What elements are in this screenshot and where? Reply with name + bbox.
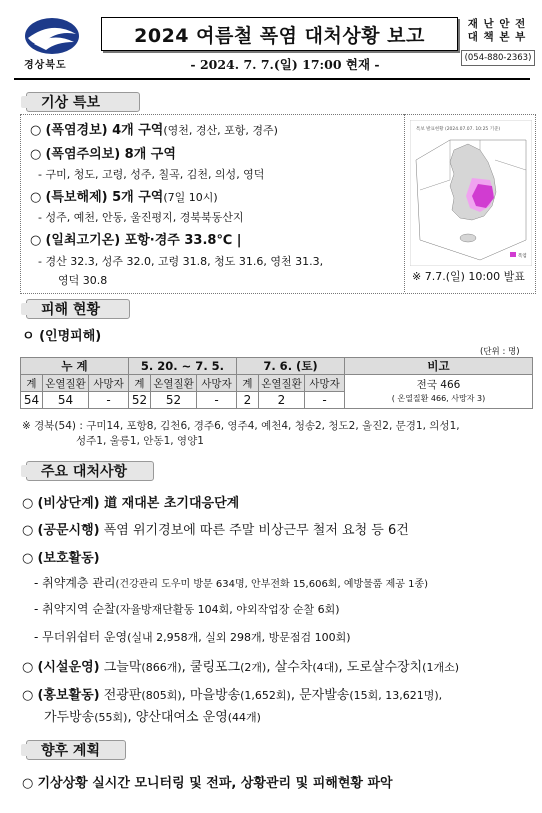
department-line-2: 대 책 본 부 xyxy=(467,31,527,43)
publicity-billboard: 전광판 xyxy=(99,688,142,703)
shelter-main: - 무더위쉼터 운영 xyxy=(34,630,128,644)
publicity-label: (홍보활동) xyxy=(37,688,100,703)
vulnerable-care-main: - 취약계층 관리 xyxy=(34,576,116,590)
weather-box-divider xyxy=(404,114,405,292)
facility-road-sprinkler: , 도로살수장치 xyxy=(338,660,423,675)
bullet-circle: ○ xyxy=(22,776,38,791)
patrol-detail: (자율방재단활동 104회, 야외작업장 순찰 6회) xyxy=(115,603,340,616)
plan-line xyxy=(22,772,393,791)
remark-detail: ( 온열질환 466, 사망자 3) xyxy=(391,393,486,403)
bullet-circle: ○ xyxy=(22,660,38,675)
publicity-parasol: , 양산대여소 운영 xyxy=(127,710,228,725)
unit-label: (단위 : 명) xyxy=(480,347,520,357)
publicity-line-1 xyxy=(22,684,442,703)
table-cell: 52 xyxy=(151,392,197,409)
warning-main: (폭염경보) 4개 구역 xyxy=(45,123,164,138)
section-plan-header xyxy=(26,740,126,760)
section-damage-title: 피해 현황 xyxy=(41,302,100,318)
logo-text: 경상북도 xyxy=(24,60,67,71)
warning-line xyxy=(30,119,278,138)
col-header: 온열질환 xyxy=(259,375,305,392)
section-measures-header xyxy=(26,461,154,481)
bullet-circle: ○ xyxy=(22,688,38,703)
facility-shade-count: (866개) xyxy=(141,661,182,674)
map-caption: ※ 7.7.(일) 10:00 발표 xyxy=(412,270,525,283)
table-cell: - xyxy=(89,392,129,409)
map-legend: 폭염 xyxy=(518,254,527,259)
col-header: 온열질환 xyxy=(151,375,197,392)
facility-sprinkler-truck: , 살수차 xyxy=(266,660,313,675)
group-remark: 비고 xyxy=(345,358,533,375)
publicity-sms: , 문자발송 xyxy=(290,688,350,703)
table-cell: 52 xyxy=(129,392,151,409)
publicity-billboard-count: (805회) xyxy=(141,689,182,702)
footnote-line-1: ※ 경북(54) : 구미14, 포항8, 김천6, 경주6, 영주4, 예천4, 청송2, 청도2, 울진2, 문경1, 의성1, xyxy=(22,420,460,432)
emergency-label: (비상단계) xyxy=(37,496,100,511)
section-damage-header xyxy=(26,299,130,319)
col-header: 사망자 xyxy=(197,375,237,392)
header-divider xyxy=(14,78,530,80)
facility-fog: , 쿨링포그 xyxy=(181,660,241,675)
facility-road-sprinkler-count: (1개소) xyxy=(422,661,459,674)
official-line xyxy=(22,519,409,538)
official-label: (공문시행) xyxy=(37,523,100,538)
lifted-list: - 성주, 예천, 안동, 울진평지, 경북북동산지 xyxy=(38,211,244,224)
section-weather-header xyxy=(26,92,140,112)
table-cell: 54 xyxy=(21,392,43,409)
publicity-street-count: (55회) xyxy=(94,711,128,724)
casualty-subtitle: ㅇ (인명피해) xyxy=(22,329,102,344)
table-cell: - xyxy=(305,392,345,409)
table-column-header-row xyxy=(21,375,533,392)
max-temp-list-1: - 경산 32.3, 성주 32.0, 고령 31.8, 청도 31.6, 영천 31.3, xyxy=(38,255,324,268)
max-temp-list-2: 영덕 30.8 xyxy=(58,274,108,287)
col-header: 사망자 xyxy=(89,375,129,392)
facility-fog-count: (2개) xyxy=(240,661,267,674)
department-name xyxy=(466,18,528,44)
publicity-village-count: (1,652회) xyxy=(240,689,291,702)
bullet-circle: ○ xyxy=(30,190,46,205)
bullet-circle: ○ xyxy=(22,523,38,538)
col-header: 계 xyxy=(21,375,43,392)
emergency-line xyxy=(22,492,239,511)
section-weather-title: 기상 특보 xyxy=(41,95,100,111)
publicity-street: 가두방송 xyxy=(44,710,95,725)
lifted-line xyxy=(30,186,218,205)
section-plan-title: 향후 계획 xyxy=(41,743,100,759)
col-header: 사망자 xyxy=(305,375,345,392)
official-text: 폭염 위기경보에 따른 주말 비상근무 철저 요청 등 6건 xyxy=(99,523,409,538)
bullet-circle: ○ xyxy=(30,123,46,138)
department-line-1: 재 난 안 전 xyxy=(467,18,527,30)
group-day: 7. 6. (토) xyxy=(237,358,345,375)
group-period: 5. 20. ~ 7. 5. xyxy=(129,358,237,375)
facility-sprinkler-truck-count: (4대) xyxy=(312,661,339,674)
vulnerable-care-detail: (건강관리 도우미 방문 634명, 안부전화 15,606회, 예방물품 제공 1종) xyxy=(115,579,429,590)
table-group-header-row xyxy=(21,358,533,375)
emergency-text: 道 재대본 초기대응단계 xyxy=(99,496,240,511)
publicity-sms-count: (15회, 13,621명), xyxy=(349,689,443,702)
plan-text: 기상상황 실시간 모니터링 및 전파, 상황관리 및 피해현황 파악 xyxy=(37,776,393,791)
publicity-parasol-count: (44개) xyxy=(227,711,261,724)
max-temp-main: (일최고기온) 포항·경주 33.8℃ xyxy=(45,233,233,248)
protection-line xyxy=(22,547,100,566)
publicity-line-2 xyxy=(44,706,261,725)
facility-shade: 그늘막 xyxy=(99,660,142,675)
col-header: 계 xyxy=(129,375,151,392)
bullet-circle: ○ xyxy=(22,496,38,511)
warning-detail: (영천, 경산, 포항, 경주) xyxy=(163,124,278,137)
advisory-main: (폭염주의보) 8개 구역 xyxy=(45,147,176,162)
col-header: 온열질환 xyxy=(43,375,89,392)
shelter-line xyxy=(34,628,351,645)
lifted-detail: (7일 10시) xyxy=(163,191,218,204)
shelter-detail: (실내 2,958개, 실외 298개, 방문점검 100회) xyxy=(127,631,351,644)
remark-national: 전국 466 xyxy=(416,378,461,391)
table-cell: 2 xyxy=(237,392,259,409)
bullet-circle: ○ xyxy=(30,233,46,248)
protection-label: (보호활동) xyxy=(37,551,100,566)
casualty-table xyxy=(20,357,533,409)
max-temp-line: ○ (일최고기온) 포항·경주 33.8℃ | xyxy=(30,233,242,248)
footnote-line-2: 성주1, 울릉1, 안동1, 영양1 xyxy=(76,435,204,447)
remark-cell xyxy=(345,375,533,409)
legend-swatch xyxy=(510,252,516,257)
table-cell: - xyxy=(197,392,237,409)
vulnerable-care-line xyxy=(34,574,428,591)
table-cell: 54 xyxy=(43,392,89,409)
group-total: 누 계 xyxy=(21,358,129,375)
section-measures-title: 주요 대처사항 xyxy=(41,464,128,480)
warning-map xyxy=(410,120,532,266)
report-datetime: - 2024. 7. 7.(일) 17:00 현재 - xyxy=(190,57,380,72)
lifted-main: (특보해제) 5개 구역 xyxy=(45,190,164,205)
col-header: 계 xyxy=(237,375,259,392)
bullet-circle: ○ xyxy=(30,147,46,162)
advisory-line xyxy=(30,143,176,162)
department-phone: (054-880-2363) xyxy=(461,50,535,66)
bullet-circle: ○ xyxy=(22,551,38,566)
table-cell: 2 xyxy=(259,392,305,409)
report-title: 2024 여름철 폭염 대처상황 보고 xyxy=(101,17,458,51)
publicity-village: , 마을방송 xyxy=(181,688,241,703)
facility-line xyxy=(22,656,459,675)
facility-label: (시설운영) xyxy=(37,660,100,675)
patrol-line xyxy=(34,600,340,617)
advisory-list: - 구미, 청도, 고령, 성주, 칠곡, 김천, 의성, 영덕 xyxy=(38,168,265,181)
patrol-main: - 취약지역 순찰 xyxy=(34,602,116,616)
jeju-island xyxy=(460,234,476,242)
map-header: 특보 발표현황 (2024.07.07. 10:25 기준) xyxy=(416,127,501,132)
